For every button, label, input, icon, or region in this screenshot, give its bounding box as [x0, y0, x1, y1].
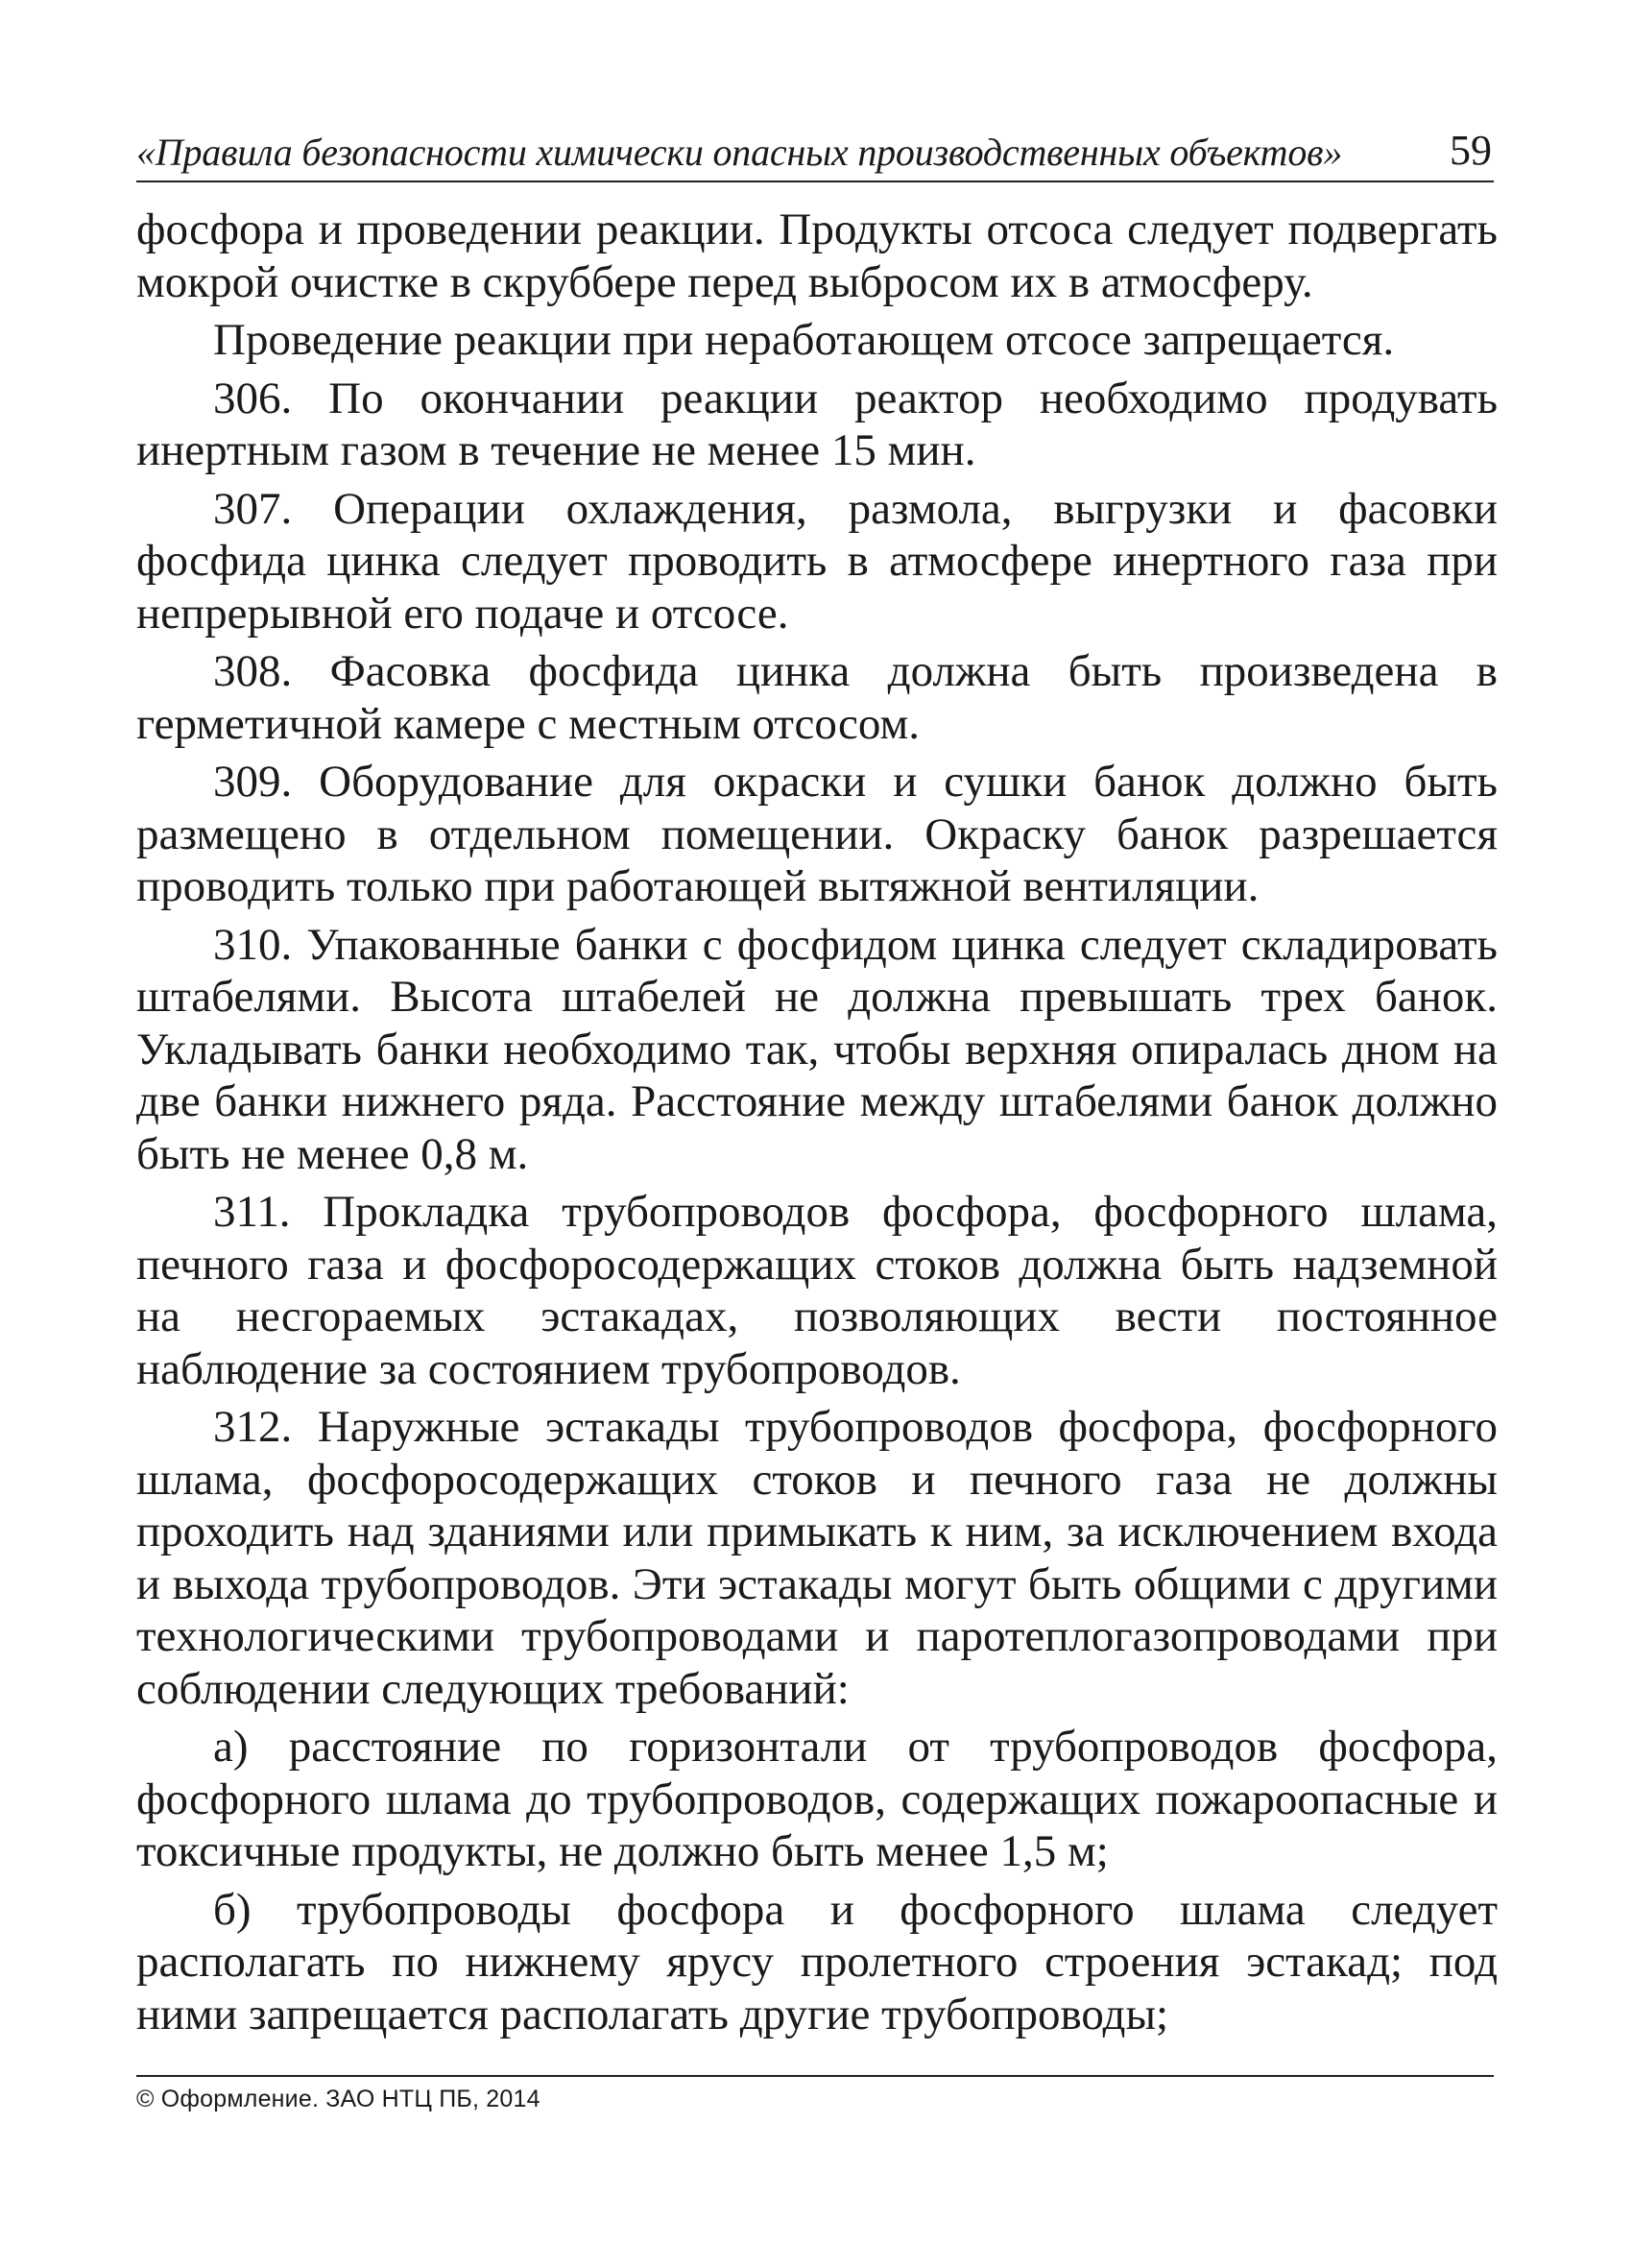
body-text	[136, 204, 1498, 2046]
running-header	[136, 123, 1494, 182]
paragraph-312: 312. Наружные эстакады трубопроводов фосфора, фосфорного шлама, фосфоросодержащих стоков и печного газа не должны проходить над зданиями или примыкать к ним, за исключением входа и выхода трубопроводов. Эти эстакады могут быть общими с другими технологическими трубопроводами и паротеплогазопроводами при соблюдении следующих требований:	[136, 1402, 1498, 1714]
paragraph-312-a: а) расстояние по горизонтали от трубопроводов фосфора, фосфорного шлама до трубопроводов, содержащих пожароопасные и токсичные продукты, не должно быть менее 1,5 м;	[136, 1722, 1498, 1876]
footer-copyright: © Оформление. ЗАО НТЦ ПБ, 2014	[136, 2086, 540, 2112]
paragraph-306: 306. По окончании реакции реактор необходимо продувать инертным газом в течение не менее 15 мин.	[136, 373, 1498, 475]
running-title: «Правила безопасности химически опасных производственных объектов»	[136, 131, 1343, 174]
footer-divider	[136, 2075, 1494, 2077]
paragraph-312-b: б) трубопроводы фосфора и фосфорного шлама следует располагать по нижнему ярусу пролетного строения эстакад; под ними запрещается располагать другие трубопроводы;	[136, 1884, 1498, 2039]
paragraph-309: 309. Оборудование для окраски и сушки банок должно быть размещено в отдельном помещении. Окраску банок разрешается проводить только при работающей вытяжной вентиляции.	[136, 757, 1498, 911]
paragraph-307: 307. Операции охлаждения, размола, выгрузки и фасовки фосфида цинка следует проводить в атмосфере инертного газа при непрерывной его подаче и отсосе.	[136, 483, 1498, 639]
paragraph-continuation: фосфора и проведении реакции. Продукты отсоса следует подвергать мокрой очистке в скруббере перед выбросом их в атмосферу.	[136, 205, 1498, 307]
paragraph: Проведение реакции при неработающем отсосе запрещается.	[213, 315, 1395, 365]
page-number: 59	[1450, 127, 1492, 174]
paragraph-308: 308. Фасовка фосфида цинка должна быть произведена в герметичной камере с местным отсосом.	[136, 646, 1498, 749]
paragraph-310: 310. Упакованные банки с фосфидом цинка следует складировать штабелями. Высота штабелей не должна превышать трех банок. Укладывать банки необходимо так, чтобы верхняя опиралась дном на две банки нижнего ряда. Расстояние между штабелями банок должно быть не менее 0,8 м.	[136, 919, 1498, 1179]
paragraph-311: 311. Прокладка трубопроводов фосфора, фосфорного шлама, печного газа и фосфоросодержащих стоков должна быть надземной на несгораемых эстакадах, позволяющих вести постоянное наблюдение за состоянием трубопроводов.	[136, 1187, 1498, 1394]
